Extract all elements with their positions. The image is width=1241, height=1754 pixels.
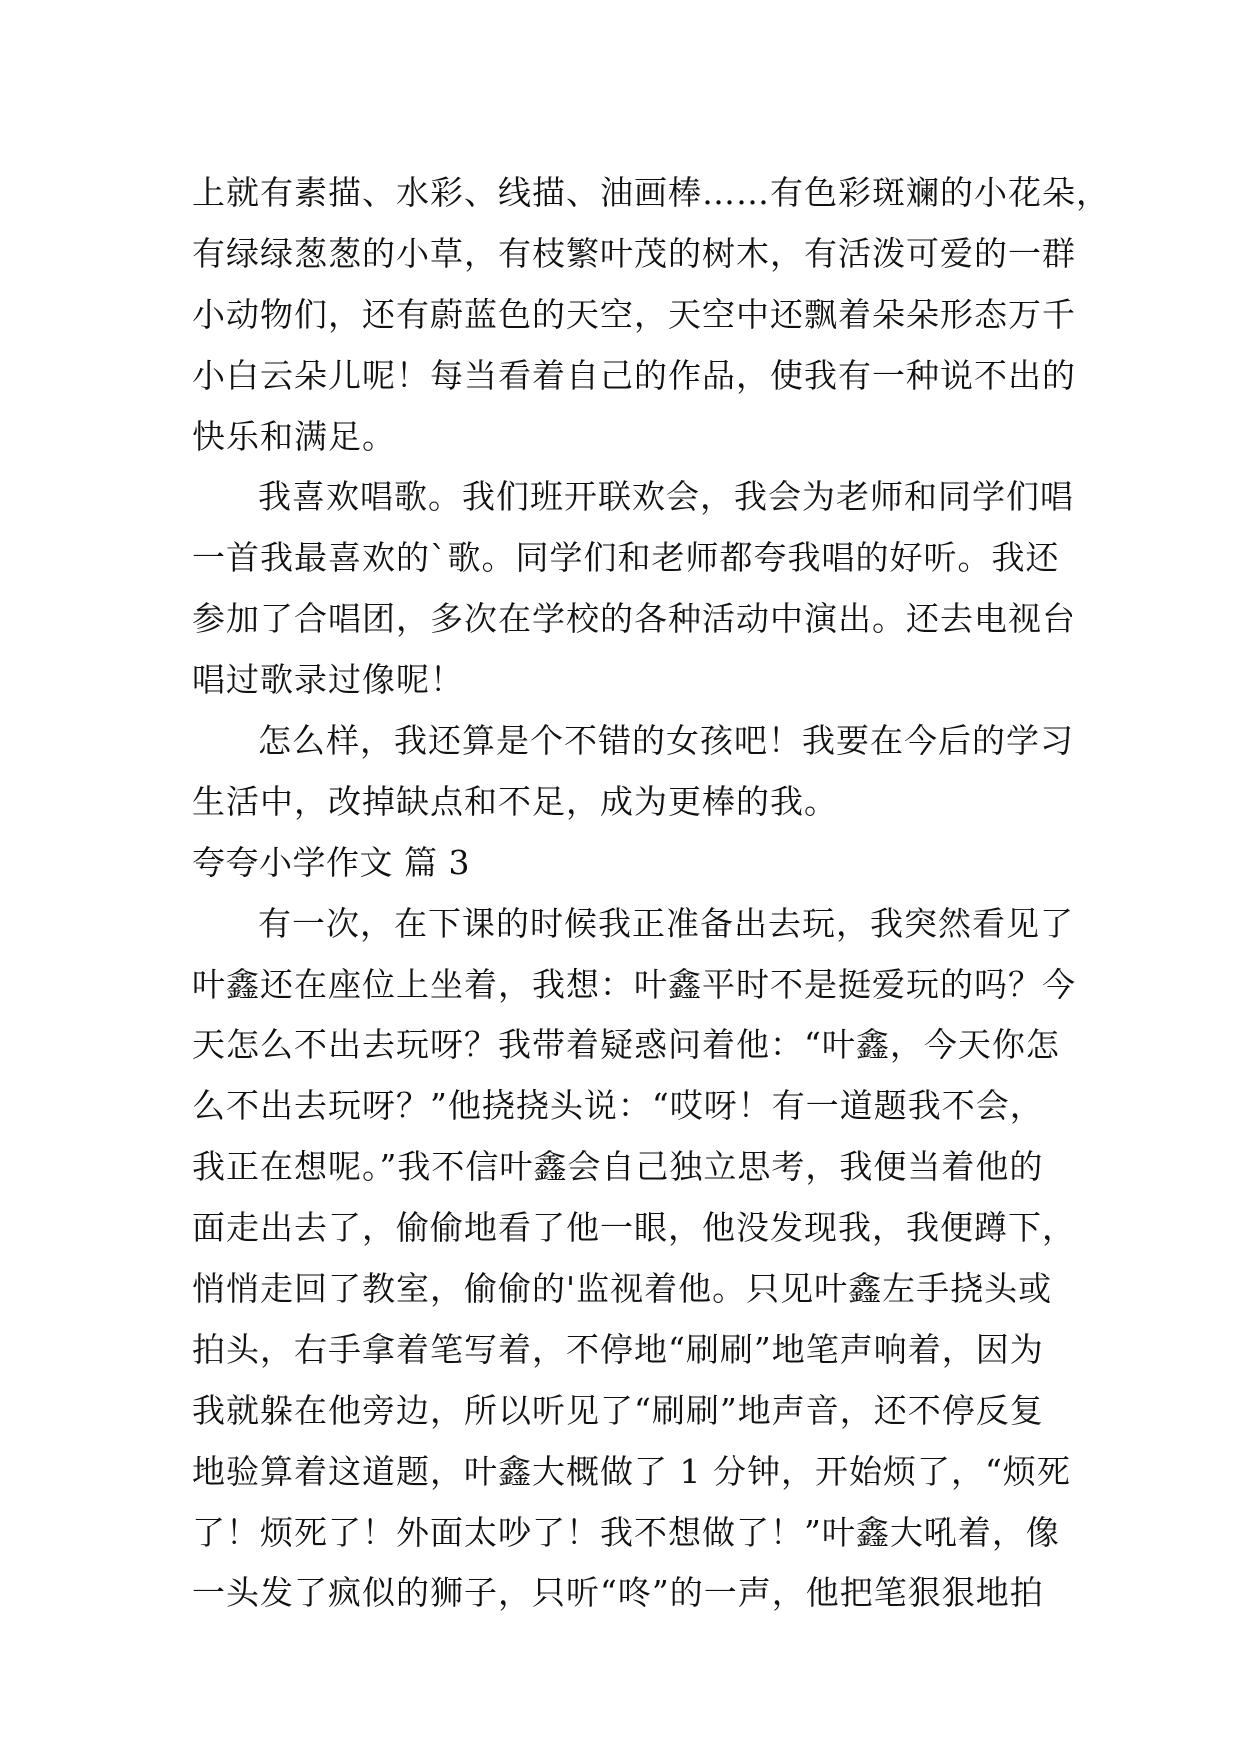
paragraph-first-line: 我喜欢唱歌。我们班开联欢会，我会为老师和同学们唱	[258, 477, 1074, 517]
text-line: 上就有素描、水彩、线描、油画棒……有色彩斑斓的小花朵，	[192, 173, 1110, 212]
paragraph-first-line: 怎么样，我还算是个不错的女孩吧！我要在今后的学习	[258, 721, 1074, 761]
text-line: 悄悄走回了教室，偷偷的'监视着他。只见叶鑫左手挠头或	[192, 1269, 1053, 1309]
text-line: 拍头，右手拿着笔写着，不停地“刷刷”地笔声响着，因为	[192, 1329, 1044, 1369]
text-line: 有绿绿葱葱的小草，有枝繁叶茂的树木，有活泼可爱的一群	[192, 233, 1076, 273]
text-line: 地验算着这道题，叶鑫大概做了 1 分钟，开始烦了，“烦死	[192, 1451, 1071, 1491]
text-line: 我就躲在他旁边，所以听见了“刷刷”地声音，还不停反复	[192, 1390, 1044, 1430]
text-line: 我正在想呢。”我不信叶鑫会自己独立思考，我便当着他的	[192, 1147, 1044, 1187]
text-line: 一首我最喜欢的`歌。同学们和老师都夸我唱的好听。我还	[192, 538, 1060, 578]
essay-body	[192, 163, 1110, 1624]
text-line: 面走出去了，偷偷地看了他一眼，他没发现我，我便蹲下，	[192, 1208, 1076, 1248]
text-line: 小动物们，还有蔚蓝色的天空，天空中还飘着朵朵形态万千	[192, 294, 1076, 334]
text-line: 么不出去玩呀？”他挠挠头说：“哎呀！有一道题我不会，	[192, 1086, 1044, 1126]
text-line: 了！烦死了！外面太吵了！我不想做了！”叶鑫大吼着，像	[192, 1512, 1060, 1552]
text-line: 生活中，改掉缺点和不足，成为更棒的我。	[192, 781, 838, 821]
text-line: 一头发了疯似的狮子，只听“咚”的一声，他把笔狠狠地拍	[192, 1573, 1044, 1613]
text-line: 小白云朵儿呢！每当看着自己的作品，使我有一种说不出的	[192, 355, 1076, 395]
text-line: 叶鑫还在座位上坐着，我想：叶鑫平时不是挺爱玩的吗？今	[192, 964, 1076, 1004]
text-line: 天怎么不出去玩呀？我带着疑惑问着他：“叶鑫，今天你怎	[192, 1025, 1060, 1065]
text-line: 快乐和满足。	[192, 416, 396, 456]
paragraph-first-line: 有一次，在下课的时候我正准备出去玩，我突然看见了	[258, 903, 1074, 943]
text-line: 唱过歌录过像呢！	[192, 660, 464, 700]
text-line: 参加了合唱团，多次在学校的各种活动中演出。还去电视台	[192, 599, 1076, 639]
section-heading: 夸夸小学作文 篇 3	[192, 842, 470, 882]
